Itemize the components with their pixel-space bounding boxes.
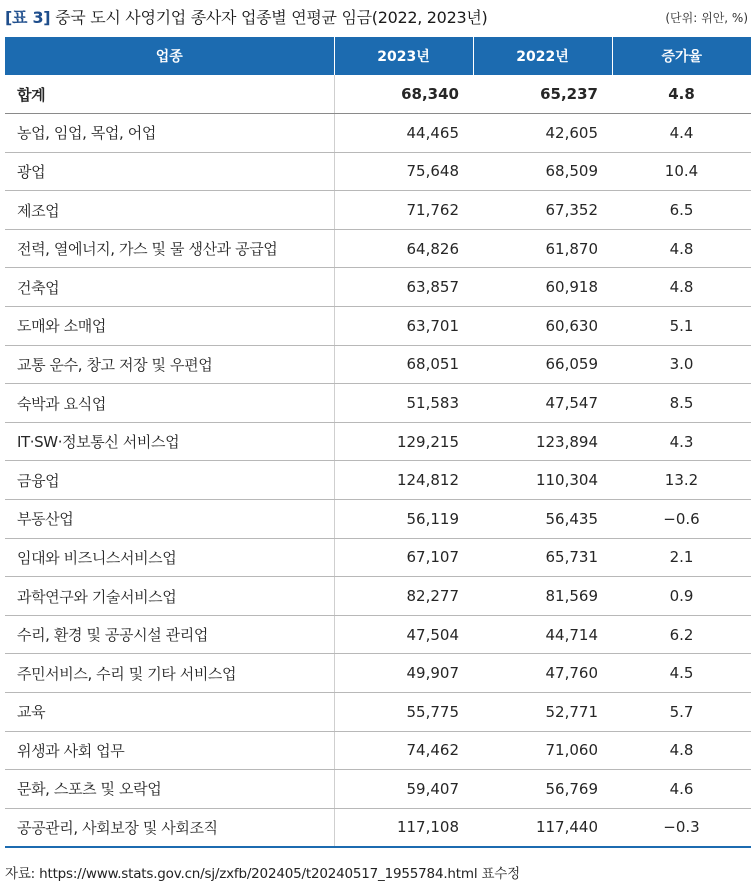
value-2023-cell: 67,107 [334,538,473,577]
table-row [5,307,751,346]
value-2023-cell: 49,907 [334,654,473,693]
industry-cell: 합계 [5,75,334,114]
table-row [5,654,751,693]
industry-cell: 숙박과 요식업 [5,384,334,423]
table-row [5,731,751,770]
industry-cell: 공공관리, 사회보장 및 사회조직 [5,808,334,847]
table-row [5,808,751,847]
growth-rate-cell: 4.8 [612,268,751,307]
value-2022-cell: 61,870 [473,229,612,268]
table-row [5,693,751,732]
growth-rate-cell: 4.8 [612,75,751,114]
value-2022-cell: 66,059 [473,345,612,384]
industry-cell: 광업 [5,152,334,191]
table-row [5,152,751,191]
value-2023-cell: 74,462 [334,731,473,770]
table-row [5,422,751,461]
industry-cell: 전력, 열에너지, 가스 및 물 생산과 공급업 [5,229,334,268]
table-row [5,268,751,307]
value-2022-cell: 123,894 [473,422,612,461]
table-row [5,191,751,230]
table-row [5,345,751,384]
value-2022-cell: 117,440 [473,808,612,847]
value-2022-cell: 56,435 [473,500,612,539]
table-number: [표 3] [5,8,51,27]
growth-rate-cell: 4.3 [612,422,751,461]
table-row [5,577,751,616]
value-2023-cell: 129,215 [334,422,473,461]
value-2023-cell: 71,762 [334,191,473,230]
growth-rate-cell: 5.1 [612,307,751,346]
value-2022-cell: 81,569 [473,577,612,616]
header-2022: 2022년 [473,37,612,75]
value-2023-cell: 55,775 [334,693,473,732]
value-2022-cell: 110,304 [473,461,612,500]
table-header [5,37,751,75]
value-2022-cell: 65,731 [473,538,612,577]
value-2022-cell: 65,237 [473,75,612,114]
unit-label: (단위: 위안, %) [665,11,748,25]
value-2023-cell: 44,465 [334,114,473,153]
value-2023-cell: 68,340 [334,75,473,114]
value-2023-cell: 82,277 [334,577,473,616]
table-row [5,538,751,577]
growth-rate-cell: 4.4 [612,114,751,153]
value-2022-cell: 71,060 [473,731,612,770]
industry-cell: 건축업 [5,268,334,307]
value-2022-cell: 52,771 [473,693,612,732]
growth-rate-cell: 8.5 [612,384,751,423]
header-row [5,37,751,75]
industry-cell: 수리, 환경 및 공공시설 관리업 [5,615,334,654]
industry-cell: 금융업 [5,461,334,500]
value-2022-cell: 47,760 [473,654,612,693]
table-title [5,5,487,28]
table-row [5,500,751,539]
table-row [5,461,751,500]
growth-rate-cell: −0.6 [612,500,751,539]
industry-cell: 문화, 스포츠 및 오락업 [5,770,334,809]
industry-cell: 주민서비스, 수리 및 기타 서비스업 [5,654,334,693]
value-2023-cell: 63,701 [334,307,473,346]
value-2022-cell: 60,630 [473,307,612,346]
value-2022-cell: 56,769 [473,770,612,809]
value-2023-cell: 59,407 [334,770,473,809]
growth-rate-cell: 4.6 [612,770,751,809]
growth-rate-cell: 10.4 [612,152,751,191]
growth-rate-cell: 6.5 [612,191,751,230]
industry-cell: 제조업 [5,191,334,230]
header-growth-rate: 증가율 [612,37,751,75]
value-2022-cell: 68,509 [473,152,612,191]
value-2023-cell: 63,857 [334,268,473,307]
growth-rate-cell: 5.7 [612,693,751,732]
growth-rate-cell: 6.2 [612,615,751,654]
industry-cell: 교육 [5,693,334,732]
growth-rate-cell: 2.1 [612,538,751,577]
industry-cell: IT·SW·정보통신 서비스업 [5,422,334,461]
value-2023-cell: 117,108 [334,808,473,847]
growth-rate-cell: 13.2 [612,461,751,500]
table-row [5,384,751,423]
table-row [5,770,751,809]
table-body [5,75,751,847]
growth-rate-cell: 4.8 [612,731,751,770]
growth-rate-cell: 4.8 [612,229,751,268]
growth-rate-cell: 0.9 [612,577,751,616]
growth-rate-cell: −0.3 [612,808,751,847]
source-note: 자료: https://www.stats.gov.cn/sj/zxfb/202405/t20240517_1955784.html 표수정 [5,866,520,882]
industry-cell: 위생과 사회 업무 [5,731,334,770]
industry-cell: 부동산업 [5,500,334,539]
table-row [5,114,751,153]
table-row [5,229,751,268]
industry-cell: 교통 운수, 창고 저장 및 우편업 [5,345,334,384]
table-title-text: 중국 도시 사영기업 종사자 업종별 연평균 임금(2022, 2023년) [55,8,488,27]
industry-cell: 도매와 소매업 [5,307,334,346]
header-2023: 2023년 [334,37,473,75]
value-2022-cell: 47,547 [473,384,612,423]
value-2022-cell: 44,714 [473,615,612,654]
industry-cell: 임대와 비즈니스서비스업 [5,538,334,577]
table-caption [0,0,756,34]
table-row [5,615,751,654]
value-2023-cell: 68,051 [334,345,473,384]
industry-cell: 농업, 임업, 목업, 어업 [5,114,334,153]
growth-rate-cell: 3.0 [612,345,751,384]
value-2022-cell: 60,918 [473,268,612,307]
header-industry: 업종 [5,37,334,75]
value-2022-cell: 67,352 [473,191,612,230]
value-2023-cell: 56,119 [334,500,473,539]
growth-rate-cell: 4.5 [612,654,751,693]
value-2023-cell: 64,826 [334,229,473,268]
value-2023-cell: 75,648 [334,152,473,191]
value-2023-cell: 47,504 [334,615,473,654]
value-2023-cell: 51,583 [334,384,473,423]
wage-table [5,37,751,848]
value-2023-cell: 124,812 [334,461,473,500]
industry-cell: 과학연구와 기술서비스업 [5,577,334,616]
value-2022-cell: 42,605 [473,114,612,153]
table-row-total [5,75,751,114]
